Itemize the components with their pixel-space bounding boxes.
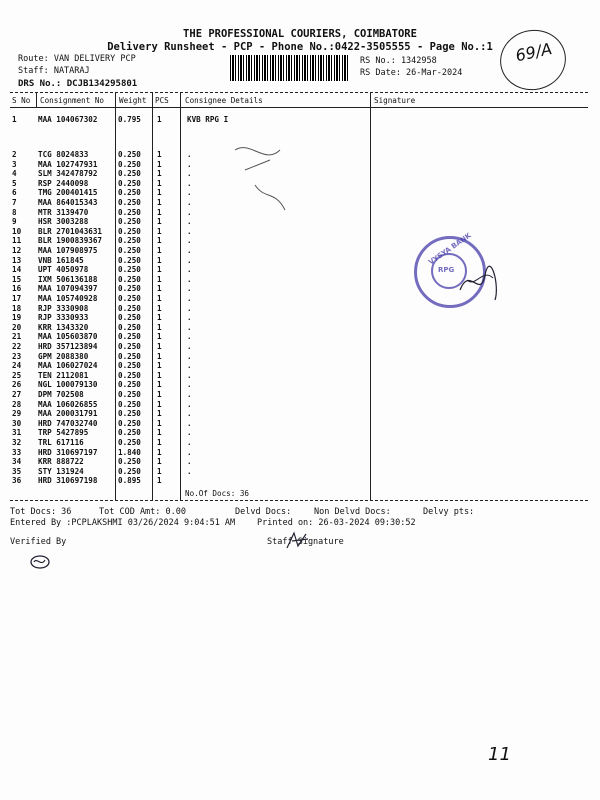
- weight-value: 0.250: [118, 159, 141, 169]
- consignment-number: TCG 8024833: [38, 150, 89, 159]
- verified-by-label: Verified By: [10, 537, 67, 547]
- consignment-number: MAA 200031791: [38, 409, 98, 419]
- col-header-pcs: PCS: [155, 96, 169, 105]
- consignment-number: STY 131924: [38, 466, 84, 476]
- row-sno: 22: [12, 342, 22, 351]
- row-sno: 14: [12, 265, 22, 275]
- pcs-value: 1: [157, 476, 162, 486]
- consignment-number: TEN 2112081: [38, 370, 89, 380]
- consignment-number: MAA 106026855: [38, 399, 98, 409]
- consignment-number: RJP 3330908: [38, 303, 89, 313]
- row-sno: 9: [12, 217, 17, 227]
- weight-value: 0.250: [118, 236, 141, 246]
- table-row: [0, 428, 600, 438]
- pcs-value: 1: [157, 294, 162, 303]
- table-row: [0, 265, 600, 275]
- route-label: Route: VAN DELIVERY PCP: [18, 54, 136, 64]
- table-row: [0, 342, 600, 352]
- row-sno: 28: [12, 399, 22, 409]
- pcs-value: 1: [157, 226, 162, 236]
- pcs-value: 1: [157, 351, 162, 361]
- consignee-details: KVB RPG I: [187, 115, 229, 124]
- weight-value: 0.895: [118, 476, 141, 486]
- row-sno: 26: [12, 380, 22, 390]
- page-corner-mark: 11: [488, 744, 511, 765]
- weight-value: 0.250: [118, 399, 141, 409]
- consignment-number: MAA 864015343: [38, 198, 98, 207]
- consignment-number: BLR 1900839367: [38, 236, 103, 246]
- barcode-image: [230, 55, 350, 81]
- table-row: [0, 371, 600, 381]
- row-sno: 25: [12, 370, 22, 380]
- consignee-details: .: [187, 150, 192, 159]
- pcs-value: 1: [157, 418, 162, 428]
- table-row: [0, 208, 600, 218]
- consignment-number: MAA 107094397: [38, 284, 98, 294]
- row-sno: 19: [12, 313, 22, 323]
- weight-value: 0.795: [118, 115, 141, 124]
- pcs-value: 1: [157, 370, 162, 380]
- row-sno: 12: [12, 246, 22, 255]
- consignment-number: IXM 506136188: [38, 274, 98, 284]
- consignment-number: HRD 747032740: [38, 418, 98, 428]
- consignment-number: MAA 105740928: [38, 294, 98, 303]
- weight-value: 0.250: [118, 438, 141, 447]
- col-header-signature: Signature: [374, 96, 416, 105]
- row-sno: 6: [12, 188, 17, 198]
- consignment-number: MTR 3139470: [38, 207, 89, 217]
- consignee-details: .: [187, 274, 192, 284]
- row-sno: 34: [12, 457, 22, 467]
- row-sno: 35: [12, 466, 22, 476]
- entered-by: Entered By :PCPLAKSHMI 03/26/2024 9:04:51 AM: [10, 518, 236, 528]
- consignment-number: MAA 107908975: [38, 246, 98, 255]
- table-row: [0, 380, 600, 390]
- table-row: [0, 284, 600, 294]
- row-sno: 15: [12, 274, 22, 284]
- consignment-number: MAA 106027024: [38, 361, 98, 371]
- consignee-details: .: [187, 198, 192, 207]
- tot-cod-amt: Tot COD Amt: 0.00: [99, 507, 186, 517]
- weight-value: 0.250: [118, 150, 141, 159]
- consignee-details: .: [187, 370, 192, 380]
- pcs-value: 1: [157, 313, 162, 323]
- consignment-number: KRR 888722: [38, 457, 84, 467]
- consignment-number: TMG 200401415: [38, 188, 98, 198]
- weight-value: 0.250: [118, 198, 141, 207]
- row-sno: 11: [12, 236, 22, 246]
- weight-value: 0.250: [118, 361, 141, 371]
- staff-label: Staff: NATARAJ: [18, 66, 90, 76]
- consignee-details: .: [187, 447, 192, 457]
- consignee-details: .: [187, 418, 192, 428]
- consignment-number: HRD 357123894: [38, 342, 98, 351]
- consignee-details: .: [187, 265, 192, 275]
- weight-value: 0.250: [118, 246, 141, 255]
- row-sno: 16: [12, 284, 22, 294]
- table-row: [0, 236, 600, 246]
- consignment-number: RSP 2440098: [38, 178, 89, 188]
- row-sno: 32: [12, 438, 22, 447]
- pcs-value: 1: [157, 217, 162, 227]
- col-header-sno: S No: [12, 96, 31, 105]
- weight-value: 0.250: [118, 217, 141, 227]
- table-row: [0, 457, 600, 467]
- row-sno: 23: [12, 351, 22, 361]
- pcs-value: 1: [157, 255, 162, 265]
- pcs-value: 1: [157, 322, 162, 332]
- weight-value: 0.250: [118, 313, 141, 323]
- col-divider: [36, 92, 37, 108]
- consignment-number: RJP 3330933: [38, 313, 89, 323]
- consignee-details: .: [187, 466, 192, 476]
- pcs-value: 1: [157, 169, 162, 179]
- weight-value: 0.250: [118, 322, 141, 332]
- consignment-number: HRD 310697198: [38, 476, 98, 486]
- pcs-value: 1: [157, 115, 162, 124]
- pcs-value: 1: [157, 265, 162, 275]
- weight-value: 0.250: [118, 409, 141, 419]
- rs-date: RS Date: 26-Mar-2024: [360, 68, 463, 78]
- delvy-pts: Delvy pts:: [423, 507, 475, 517]
- table-row: [0, 179, 600, 189]
- consignment-number: TRP 5427895: [38, 428, 89, 438]
- weight-value: 0.250: [118, 294, 141, 303]
- table-row: [0, 332, 600, 342]
- consignment-number: NGL 100079130: [38, 380, 98, 390]
- table-row: [0, 115, 600, 125]
- consignee-details: .: [187, 178, 192, 188]
- consignee-details: .: [187, 457, 192, 467]
- consignee-details: .: [187, 255, 192, 265]
- weight-value: 0.250: [118, 380, 141, 390]
- row-sno: 30: [12, 418, 22, 428]
- weight-value: 0.250: [118, 255, 141, 265]
- rs-number: RS No.: 1342958: [360, 56, 437, 66]
- table-row: [0, 467, 600, 477]
- no-of-docs: No.Of Docs: 36: [185, 489, 250, 498]
- stamp-text-top: VYSYA BANK: [427, 231, 473, 267]
- weight-value: 1.840: [118, 447, 141, 457]
- row-sno: 24: [12, 361, 22, 371]
- table-row: [0, 275, 600, 285]
- pcs-value: 1: [157, 284, 162, 294]
- consignment-number: UPT 4050978: [38, 265, 89, 275]
- consignee-details: .: [187, 361, 192, 371]
- consignment-number: MAA 105603870: [38, 332, 98, 342]
- weight-value: 0.250: [118, 265, 141, 275]
- staff-signature-label: Staff Signature: [267, 537, 344, 547]
- consignment-number: GPM 2088380: [38, 351, 89, 361]
- table-row: [0, 390, 600, 400]
- table-row: [0, 246, 600, 256]
- pcs-value: 1: [157, 159, 162, 169]
- pcs-value: 1: [157, 390, 162, 399]
- pcs-value: 1: [157, 207, 162, 217]
- row-sno: 27: [12, 390, 22, 399]
- weight-value: 0.250: [118, 351, 141, 361]
- table-row: [0, 160, 600, 170]
- table-bottom-border: [10, 500, 588, 501]
- table-row: [0, 361, 600, 371]
- consignee-details: .: [187, 342, 192, 351]
- delvd-docs: Delvd Docs:: [235, 507, 292, 517]
- table-row: [0, 217, 600, 227]
- consignee-details: .: [187, 236, 192, 246]
- staff-signature-scribble: [284, 530, 314, 552]
- non-delvd-docs: Non Delvd Docs:: [314, 507, 391, 517]
- table-row: [0, 352, 600, 362]
- consignee-details: .: [187, 428, 192, 438]
- consignment-number: MAA 104067302: [38, 115, 98, 124]
- col-header-weight: Weight: [119, 96, 147, 105]
- table-top-border: [10, 92, 588, 93]
- pcs-value: 1: [157, 178, 162, 188]
- pcs-value: 1: [157, 361, 162, 371]
- weight-value: 0.250: [118, 370, 141, 380]
- row-sno: 18: [12, 303, 22, 313]
- consignee-details: .: [187, 159, 192, 169]
- weight-value: 0.250: [118, 169, 141, 179]
- row-sno: 4: [12, 169, 17, 179]
- consignment-number: VNB 161845: [38, 255, 84, 265]
- consignee-details: .: [187, 313, 192, 323]
- row-sno: 8: [12, 207, 17, 217]
- weight-value: 0.250: [118, 457, 141, 467]
- row-sno: 2: [12, 150, 17, 159]
- table-row: [0, 150, 600, 160]
- consignment-number: DPM 702508: [38, 390, 84, 399]
- pcs-value: 1: [157, 332, 162, 342]
- consignee-details: .: [187, 438, 192, 447]
- consignee-details: .: [187, 390, 192, 399]
- row-sno: 29: [12, 409, 22, 419]
- weight-value: 0.250: [118, 178, 141, 188]
- consignment-number: HSR 3003288: [38, 217, 89, 227]
- pcs-value: 1: [157, 428, 162, 438]
- consignment-number: MAA 102747931: [38, 159, 98, 169]
- pcs-value: 1: [157, 342, 162, 351]
- header-bottom-border: [10, 107, 588, 108]
- consignee-details: .: [187, 380, 192, 390]
- table-row: [0, 438, 600, 448]
- table-row: [0, 419, 600, 429]
- table-row: [0, 323, 600, 333]
- table-row: [0, 476, 600, 486]
- pcs-value: 1: [157, 198, 162, 207]
- consignment-number: BLR 2701043631: [38, 226, 103, 236]
- consignee-details: .: [187, 332, 192, 342]
- consignee-details: .: [187, 284, 192, 294]
- consignee-details: .: [187, 207, 192, 217]
- weight-value: 0.250: [118, 390, 141, 399]
- weight-value: 0.250: [118, 188, 141, 198]
- pcs-value: 1: [157, 466, 162, 476]
- weight-value: 0.250: [118, 428, 141, 438]
- verified-signature: [28, 553, 52, 571]
- weight-value: 0.250: [118, 207, 141, 217]
- consignee-details: .: [187, 294, 192, 303]
- row-sno: 31: [12, 428, 22, 438]
- handwritten-mark-text: 69/A: [513, 39, 554, 66]
- weight-value: 0.250: [118, 226, 141, 236]
- row-sno: 21: [12, 332, 22, 342]
- consignee-details: .: [187, 409, 192, 419]
- pcs-value: 1: [157, 380, 162, 390]
- table-row: [0, 448, 600, 458]
- signature-scribble: [225, 130, 295, 220]
- pcs-value: 1: [157, 303, 162, 313]
- row-sno: 33: [12, 447, 22, 457]
- row-sno: 3: [12, 159, 17, 169]
- consignee-details: .: [187, 169, 192, 179]
- weight-value: 0.250: [118, 284, 141, 294]
- pcs-value: 1: [157, 246, 162, 255]
- row-sno: 10: [12, 226, 22, 236]
- row-sno: 20: [12, 322, 22, 332]
- stamp-text-center: RPG: [438, 266, 455, 274]
- consignee-details: .: [187, 303, 192, 313]
- pcs-value: 1: [157, 457, 162, 467]
- printed-on: Printed on: 26-03-2024 09:30:52: [257, 518, 416, 528]
- runsheet-title: Delivery Runsheet - PCP - Phone No.:0422-3505555 - Page No.:1: [107, 41, 493, 53]
- table-row: [0, 169, 600, 179]
- weight-value: 0.250: [118, 274, 141, 284]
- consignee-details: .: [187, 246, 192, 255]
- company-title: THE PROFESSIONAL COURIERS, COIMBATORE: [183, 28, 417, 40]
- table-row: [0, 256, 600, 266]
- pcs-value: 1: [157, 409, 162, 419]
- signature-scribble: [455, 260, 505, 305]
- pcs-value: 1: [157, 274, 162, 284]
- row-sno: 17: [12, 294, 22, 303]
- consignee-details: .: [187, 351, 192, 361]
- drs-number: DRS No.: DCJB134295801: [18, 79, 138, 89]
- table-row: [0, 294, 600, 304]
- table-row: [0, 400, 600, 410]
- col-header-consignee: Consignee Details: [185, 96, 263, 105]
- pcs-value: 1: [157, 447, 162, 457]
- weight-value: 0.250: [118, 303, 141, 313]
- table-row: [0, 409, 600, 419]
- weight-value: 0.250: [118, 332, 141, 342]
- consignee-details: .: [187, 188, 192, 198]
- row-sno: 13: [12, 255, 22, 265]
- row-sno: 36: [12, 476, 22, 486]
- pcs-value: 1: [157, 438, 162, 447]
- pcs-value: 1: [157, 150, 162, 159]
- pcs-value: 1: [157, 399, 162, 409]
- weight-value: 0.250: [118, 418, 141, 428]
- consignee-details: .: [187, 322, 192, 332]
- consignee-details: .: [187, 399, 192, 409]
- table-row: [0, 313, 600, 323]
- consignment-number: TRL 617116: [38, 438, 84, 447]
- table-row: [0, 188, 600, 198]
- pcs-value: 1: [157, 188, 162, 198]
- consignment-number: KRR 1343320: [38, 322, 89, 332]
- table-row: [0, 227, 600, 237]
- weight-value: 0.250: [118, 466, 141, 476]
- table-row: [0, 198, 600, 208]
- col-header-consignment: Consignment No: [40, 96, 105, 105]
- row-sno: 1: [12, 115, 17, 124]
- table-row: [0, 304, 600, 314]
- consignee-details: .: [187, 226, 192, 236]
- consignment-number: HRD 310697197: [38, 447, 98, 457]
- tot-docs: Tot Docs: 36: [10, 507, 72, 517]
- weight-value: 0.250: [118, 342, 141, 351]
- consignee-details: .: [187, 217, 192, 227]
- pcs-value: 1: [157, 236, 162, 246]
- consignment-number: SLM 342478792: [38, 169, 98, 179]
- row-sno: 5: [12, 178, 17, 188]
- row-sno: 7: [12, 198, 17, 207]
